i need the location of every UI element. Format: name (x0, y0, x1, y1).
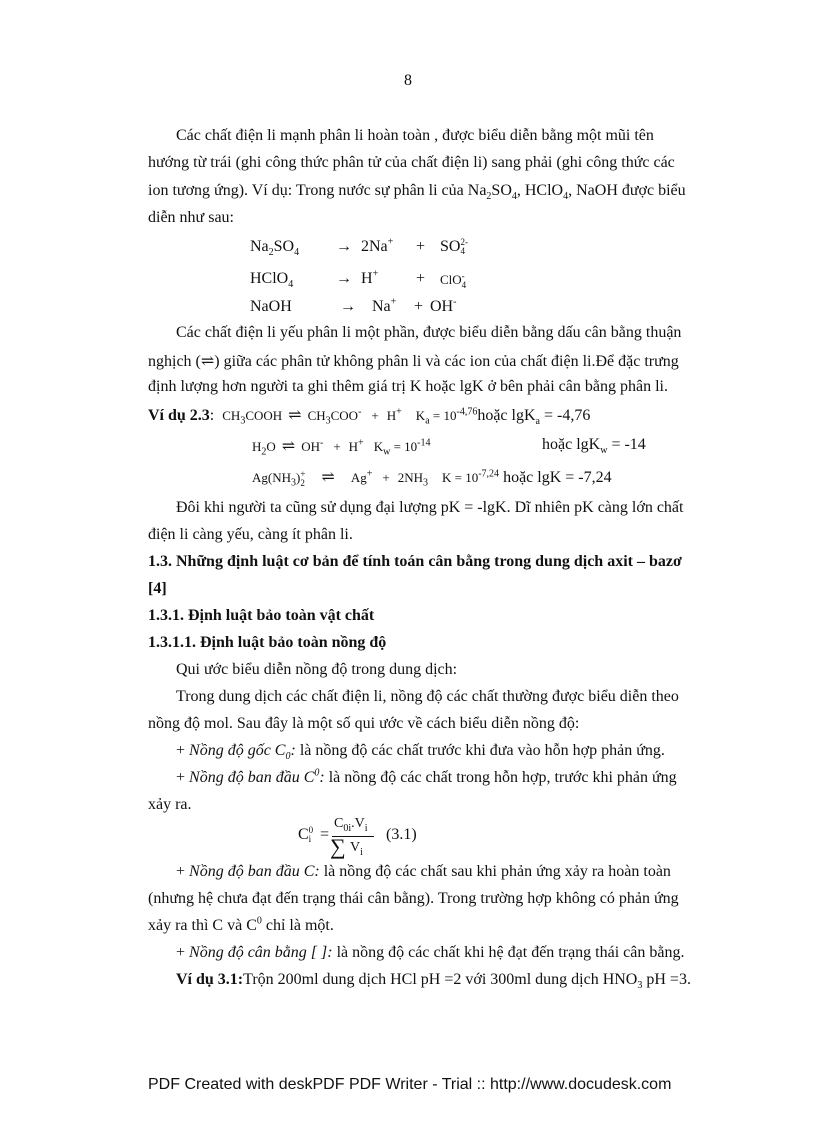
para3-line2: điện li càng yếu, càng ít phân li. (148, 526, 353, 543)
arrow: → (336, 238, 352, 255)
reaction-naoh: NaOH → Na+ + OH- (250, 296, 457, 315)
pdf-footer: PDF Created with deskPDF PDF Writer - Trial :: http://www.docudesk.com (148, 1076, 672, 1093)
bullet-nong-do-C-line2: (nhưng hệ chưa đạt đến trạng thái cân bằng). Trong trường hợp không có phản ứng (148, 890, 679, 907)
para4: Qui ước biểu diễn nồng độ trong dung dịch: (176, 661, 458, 678)
para5-line2: nồng độ mol. Sau đây là một số qui ước về cách biểu diễn nồng độ: (148, 715, 580, 732)
page-number: 8 (404, 72, 412, 89)
heading-1-3-1-1: 1.3.1.1. Định luật bảo toàn nồng độ (148, 634, 387, 651)
para3-line1: Đôi khi người ta cũng sử dụng đại lượng pK = -lgK. Dĩ nhiên pK càng lớn chất (176, 499, 684, 516)
formula-3-1: C 0 i = $C_{0i}.V_i$ ∑ $V_i$ (3.1) (298, 816, 417, 859)
para1-line2: hướng từ trái (ghi công thức phân tử của chất điện li) sang phải (ghi công thức các (148, 154, 675, 171)
example-2-3-line2: $H_2O$ ⇌ OH- + H+ $K_w = 10^{-14}$ (252, 437, 431, 458)
heading-1-3-1: 1.3.1. Định luật bảo toàn vật chất (148, 607, 375, 624)
reaction-na2so4: $Na_2SO_4$ → 2Na+ + SO 2- 4 (250, 236, 468, 259)
example-2-3-line2-tail: hoặc lgK$_w$ = -14 (542, 436, 646, 457)
example-2-3-line3: $Ag(NH_3)$ + 2 ⇌ $Ag^+ + 2NH_3$ $K = 10^{-7,24}$ hoặc lgK = -7,24 (252, 468, 612, 489)
bullet-nong-do-can-bang: + Nồng độ cân bằng [ ]: là nồng độ các chất khi hệ đạt đến trạng thái cân bằng. (176, 944, 685, 961)
para1-line4: diễn như sau: (148, 209, 234, 226)
para5-line1: Trong dung dịch các chất điện li, nồng độ các chất thường được biểu diễn theo (176, 688, 679, 705)
example-3-1: Ví dụ 3.1:Trộn 200ml dung dịch HCl pH =2 với 300ml dung dịch $HNO_3$ pH =3. (176, 971, 691, 992)
para2-line1: Các chất điện li yếu phân li một phần, được biểu diễn bằng dấu cân bằng thuận (176, 324, 682, 341)
para1-line1: Các chất điện li mạnh phân li hoàn toàn , được biểu diễn bằng một mũi tên (176, 127, 654, 144)
heading-1-3-ref: [4] (148, 580, 167, 597)
para2-line3: định lượng hơn người ta ghi thêm giá trị K hoặc lgK ở bên phải cân bằng phân li. (148, 378, 668, 395)
arrow: → (340, 298, 356, 315)
example-2-3-line1: Ví dụ 2.3: $CH_3COOH$ ⇌ $CH_3COO^- + H^+$ $K_a$ = $10^{-4,76}hoặc$ lgK$_a$ = -4,76 (148, 406, 591, 428)
para2-line2: nghịch (⇌) giữa các phân tử không phân li và các ion của chất điện li.Để đặc trưng (148, 353, 679, 370)
bullet-nong-do-goc: + Nồng độ gốc $C_0$: là nồng độ các chất trước khi đưa vào hỗn hợp phản ứng. (176, 742, 665, 763)
arrow: → (336, 270, 352, 287)
reaction-hclo4: HClO$_4$ → H+ + ClO - 4 (250, 268, 467, 291)
para1-line3: ion tương ứng). Ví dụ: Trong nước sự phân li của $Na_2SO_4$, HClO$_4$, NaOH được biểu (148, 182, 686, 203)
bullet-nong-do-ban-dau: + Nồng độ ban đầu $C^0$: là nồng độ các chất trong hỗn hợp, trước khi phản ứng (176, 767, 677, 786)
heading-1-3: 1.3. Những định luật cơ bản để tính toán cân bằng trong dung dịch axit – bazơ (148, 553, 682, 570)
equilibrium-icon: ⇌ (200, 353, 215, 370)
bullet-nong-do-C: + Nồng độ ban đầu C: là nồng độ các chất sau khi phản ứng xảy ra hoàn toàn (176, 863, 671, 880)
bullet-nong-do-C-line3: xảy ra thì C và $C^0$ chỉ là một. (148, 915, 334, 934)
bullet-nong-do-ban-dau-line2: xảy ra. (148, 796, 192, 813)
